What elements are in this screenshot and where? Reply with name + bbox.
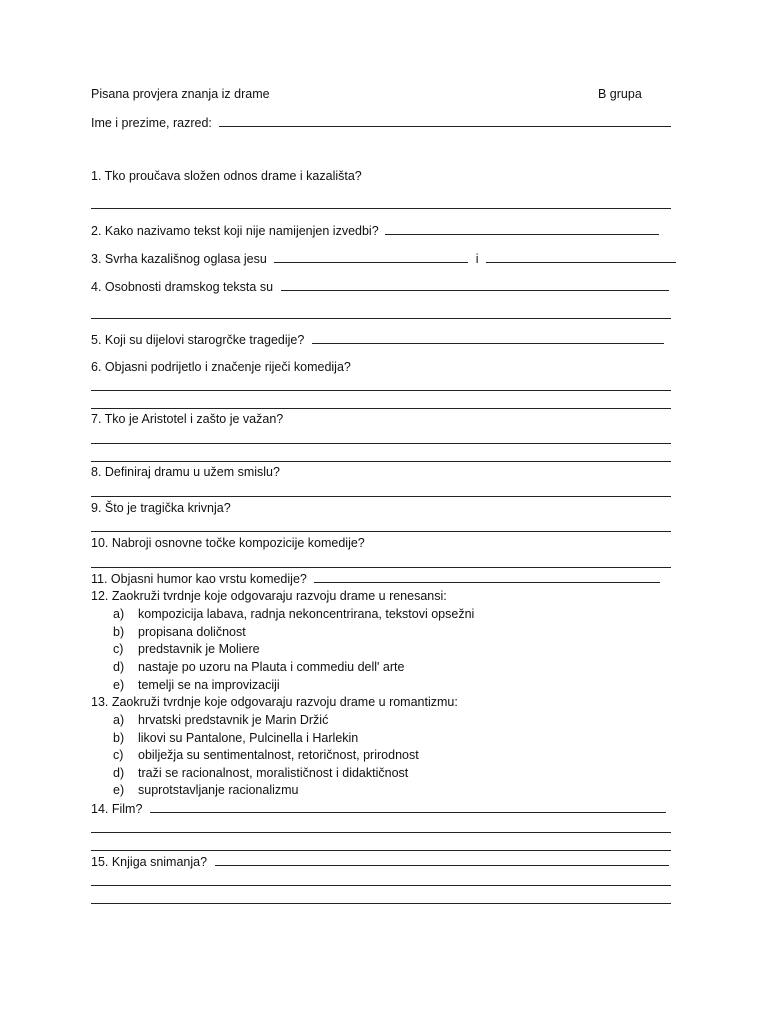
q13-option-c[interactable] xyxy=(113,748,419,763)
question-14: 14. Film? xyxy=(91,802,143,816)
q13-option-b[interactable] xyxy=(113,731,358,746)
option-text: suprotstavljanje racionalizmu xyxy=(138,783,299,797)
answer-line-6b[interactable] xyxy=(91,408,671,409)
question-2: 2. Kako nazivamo tekst koji nije namijenjen izvedbi? xyxy=(91,224,379,238)
q12-option-b[interactable] xyxy=(113,625,246,640)
name-answer-line[interactable] xyxy=(219,115,671,127)
question-11-row xyxy=(91,571,660,587)
q13-option-e[interactable] xyxy=(113,783,299,798)
q12-option-e[interactable] xyxy=(113,678,280,693)
q13-option-a[interactable] xyxy=(113,713,328,728)
option-text: temelji se na improvizaciji xyxy=(138,678,280,692)
question-4: 4. Osobnosti dramskog teksta su xyxy=(91,280,274,294)
question-3-row xyxy=(91,251,676,267)
question-1: 1. Tko proučava složen odnos drame i kazališta? xyxy=(91,169,362,183)
answer-line-4b[interactable] xyxy=(91,318,671,319)
answer-line-14c[interactable] xyxy=(91,850,671,851)
answer-line-4a[interactable] xyxy=(281,279,669,291)
answer-line-7b[interactable] xyxy=(91,461,671,462)
option-text: nastaje po uzoru na Plauta i commediu dell' arte xyxy=(138,660,405,674)
question-15: 15. Knjiga snimanja? xyxy=(91,855,208,869)
answer-line-15b[interactable] xyxy=(91,885,671,886)
answer-line-14b[interactable] xyxy=(91,832,671,833)
question-15-row xyxy=(91,854,669,870)
question-7: 7. Tko je Aristotel i zašto je važan? xyxy=(91,412,284,426)
question-12: 12. Zaokruži tvrdnje koje odgovaraju razvoju drame u renesansi: xyxy=(91,589,447,603)
question-2-row xyxy=(91,223,659,239)
option-letter: e) xyxy=(113,783,125,797)
answer-line-11[interactable] xyxy=(314,571,660,583)
answer-line-1[interactable] xyxy=(91,208,671,209)
option-letter: e) xyxy=(113,678,125,692)
name-field-row xyxy=(91,115,671,131)
question-5-row xyxy=(91,332,664,348)
q12-option-d[interactable] xyxy=(113,660,404,675)
option-letter: b) xyxy=(113,731,125,745)
question-14-row xyxy=(91,801,666,817)
answer-line-3a[interactable] xyxy=(274,251,468,263)
answer-line-7a[interactable] xyxy=(91,443,671,444)
answer-line-14a[interactable] xyxy=(150,801,666,813)
option-letter: a) xyxy=(113,713,125,727)
option-text: kompozicija labava, radnja nekoncentrirana, tekstovi opsežni xyxy=(138,607,475,621)
option-letter: a) xyxy=(113,607,125,621)
option-text: traži se racionalnost, moralističnost i didaktičnost xyxy=(138,766,409,780)
answer-line-6a[interactable] xyxy=(91,390,671,391)
option-text: obilježja su sentimentalnost, retoričnost, prirodnost xyxy=(138,748,419,762)
option-letter: d) xyxy=(113,660,125,674)
question-11: 11. Objasni humor kao vrstu komedije? xyxy=(91,572,307,586)
question-4-row xyxy=(91,279,669,295)
q12-option-c[interactable] xyxy=(113,642,260,657)
worksheet-title: Pisana provjera znanja iz drame xyxy=(91,87,270,101)
option-text: propisana doličnost xyxy=(138,625,246,639)
question-3: 3. Svrha kazališnog oglasa jesu xyxy=(91,252,267,266)
option-letter: c) xyxy=(113,642,124,656)
question-13: 13. Zaokruži tvrdnje koje odgovaraju razvoju drame u romantizmu: xyxy=(91,695,458,709)
question-9: 9. Što je tragička krivnja? xyxy=(91,501,231,515)
answer-line-8[interactable] xyxy=(91,496,671,497)
answer-line-5[interactable] xyxy=(312,332,664,344)
question-5: 5. Koji su dijelovi starogrčke tragedije? xyxy=(91,333,305,347)
q12-option-a[interactable] xyxy=(113,607,474,622)
answer-line-10[interactable] xyxy=(91,567,671,568)
answer-line-15a[interactable] xyxy=(215,854,669,866)
answer-line-3b[interactable] xyxy=(486,251,676,263)
question-10: 10. Nabroji osnovne točke kompozicije komedije? xyxy=(91,536,365,550)
question-3-conjunction: i xyxy=(475,252,479,266)
option-text: hrvatski predstavnik je Marin Držić xyxy=(138,713,329,727)
question-8: 8. Definiraj dramu u užem smislu? xyxy=(91,465,280,479)
option-letter: d) xyxy=(113,766,125,780)
answer-line-15c[interactable] xyxy=(91,903,671,904)
option-text: predstavnik je Moliere xyxy=(138,642,260,656)
option-letter: b) xyxy=(113,625,125,639)
answer-line-2[interactable] xyxy=(385,223,659,235)
q13-option-d[interactable] xyxy=(113,766,408,781)
option-text: likovi su Pantalone, Pulcinella i Harlekin xyxy=(138,731,359,745)
answer-line-9[interactable] xyxy=(91,531,671,532)
option-letter: c) xyxy=(113,748,124,762)
question-6: 6. Objasni podrijetlo i značenje riječi komedija? xyxy=(91,360,351,374)
name-field-label: Ime i prezime, razred: xyxy=(91,116,212,130)
group-label: B grupa xyxy=(598,87,642,101)
